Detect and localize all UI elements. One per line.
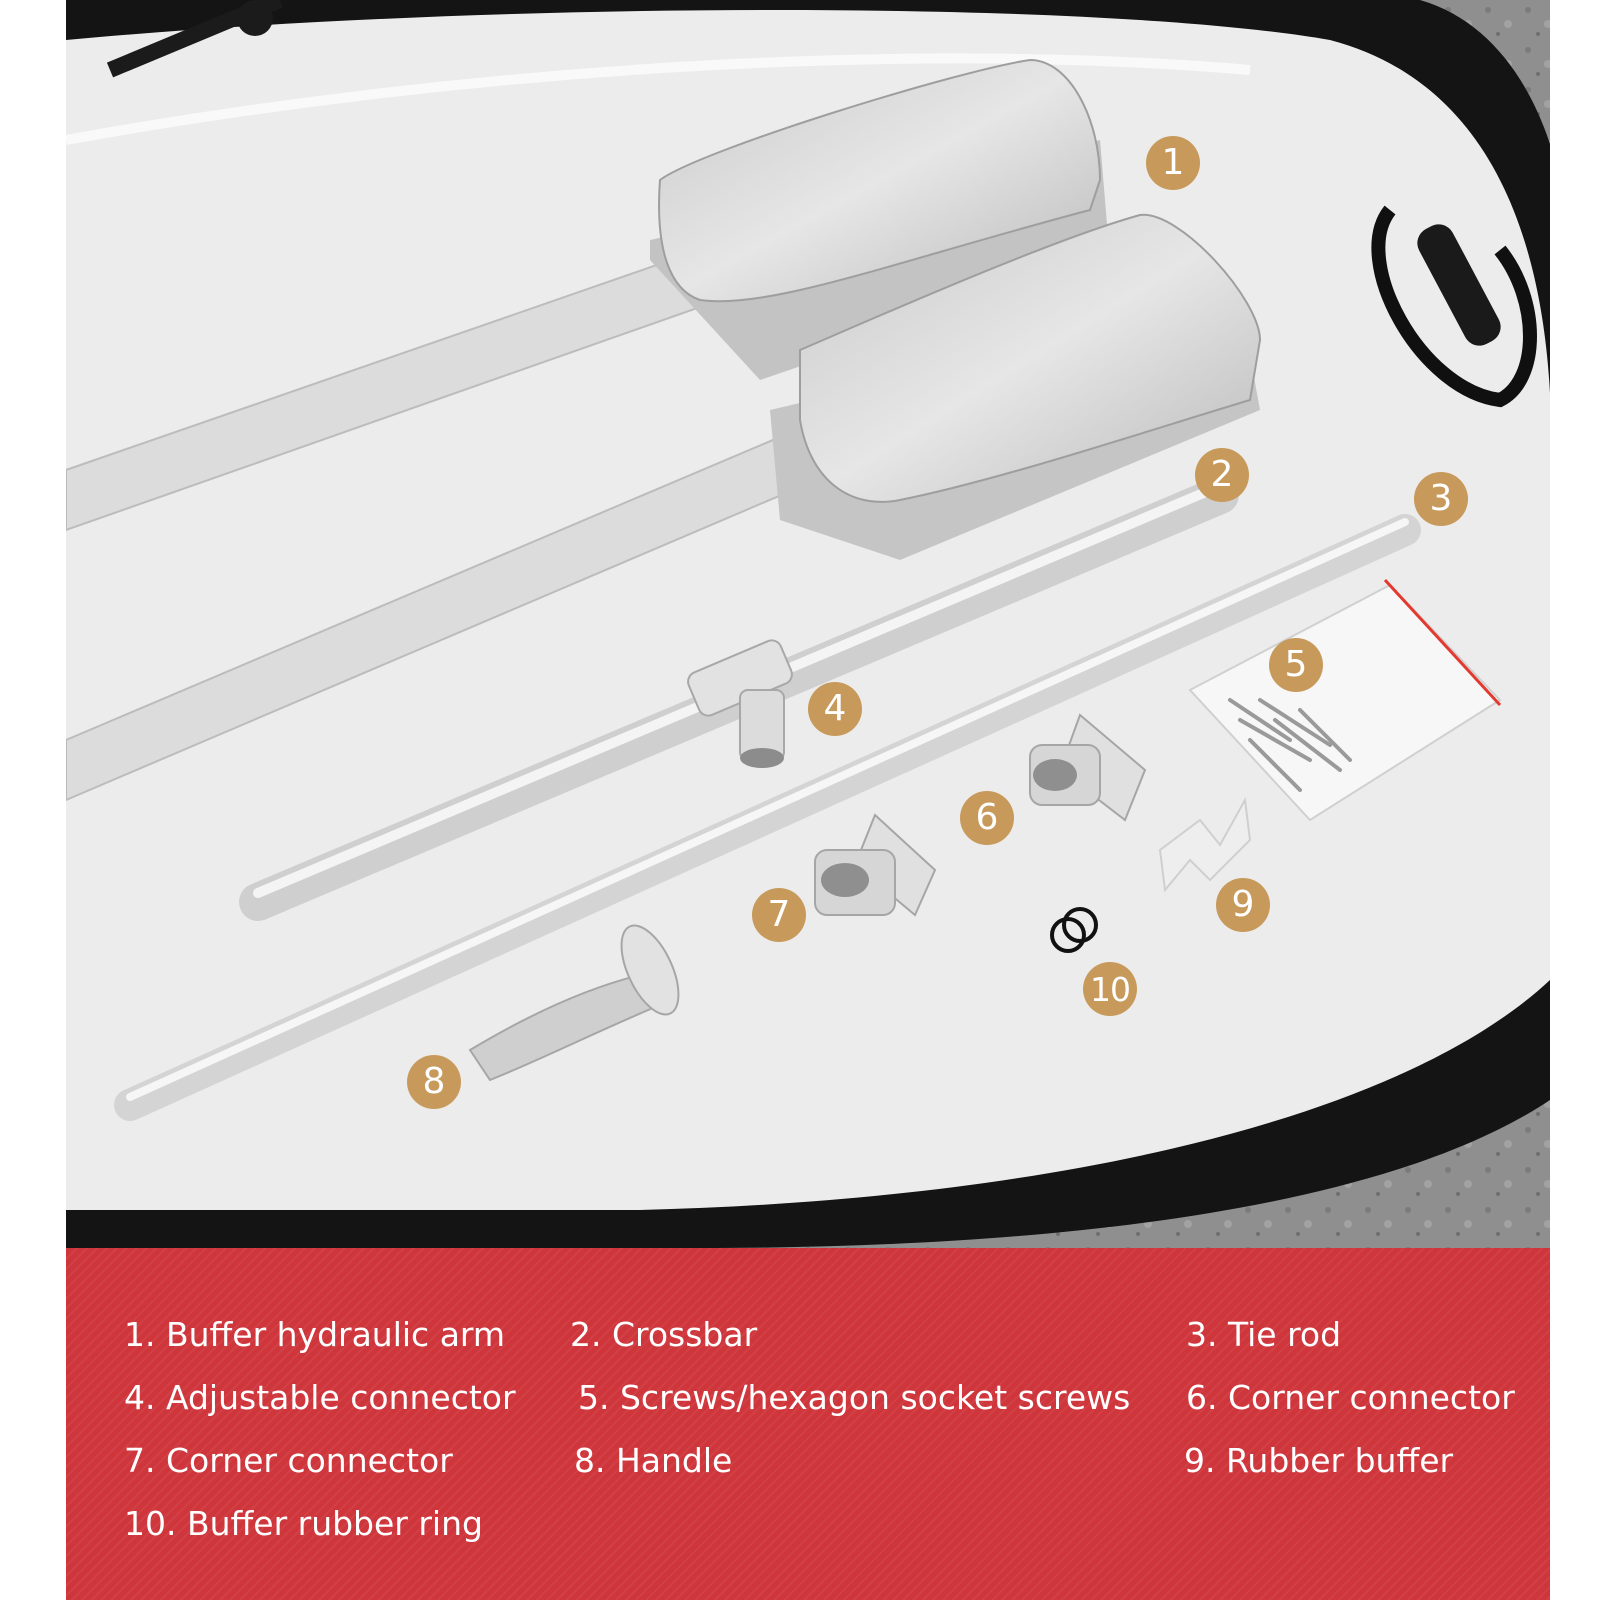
parts-legend	[66, 1248, 1550, 1600]
callout-10: 10	[1083, 962, 1137, 1016]
legend-item-5: 5. Screws/hexagon socket screws	[578, 1378, 1131, 1417]
legend-item-6: 6. Corner connector	[1186, 1378, 1515, 1417]
legend-item-10: 10. Buffer rubber ring	[124, 1504, 483, 1543]
legend-item-4: 4. Adjustable connector	[124, 1378, 516, 1417]
callout-3: 3	[1414, 472, 1468, 526]
callout-1: 1	[1146, 136, 1200, 190]
callout-7: 7	[752, 888, 806, 942]
legend-item-7: 7. Corner connector	[124, 1441, 453, 1480]
callout-5: 5	[1269, 638, 1323, 692]
legend-item-9: 9. Rubber buffer	[1184, 1441, 1454, 1480]
legend-item-2: 2. Crossbar	[570, 1315, 758, 1354]
callout-2: 2	[1195, 448, 1249, 502]
stand-knob	[237, 0, 273, 36]
right-margin	[1550, 0, 1600, 1600]
callout-9: 9	[1216, 878, 1270, 932]
callout-6: 6	[960, 791, 1014, 845]
legend-item-3: 3. Tie rod	[1186, 1315, 1342, 1354]
callout-4: 4	[808, 682, 862, 736]
legend-item-8: 8. Handle	[574, 1441, 733, 1480]
legend-item-1: 1. Buffer hydraulic arm	[124, 1315, 506, 1354]
left-margin	[0, 0, 66, 1600]
callout-8: 8	[407, 1055, 461, 1109]
